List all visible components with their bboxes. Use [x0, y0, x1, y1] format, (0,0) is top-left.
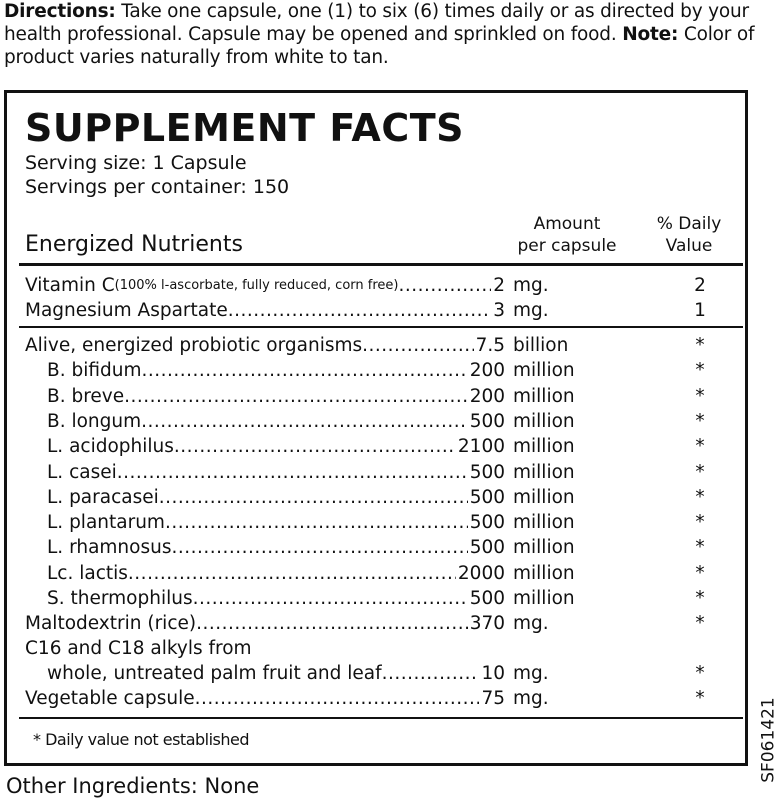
- ingredient-row: [25, 510, 737, 535]
- ingredient-unit: mg.: [513, 663, 549, 684]
- ingredient-dv: *: [695, 360, 705, 381]
- ingredient-unit: billion: [513, 335, 569, 356]
- ingredient-unit: million: [513, 436, 575, 457]
- leader-dots: [124, 384, 468, 409]
- leader-dots: [159, 485, 468, 510]
- ingredient-name: Maltodextrin (rice): [25, 613, 197, 634]
- ingredient-name: L. casei: [47, 462, 117, 483]
- ingredient-row: [25, 611, 737, 636]
- ingredient-unit: million: [513, 386, 575, 407]
- leader-dots: [171, 535, 467, 560]
- leader-dots: [174, 434, 456, 459]
- ingredient-amount: 2000: [457, 563, 505, 584]
- header-dv-line2: Value: [665, 236, 713, 256]
- ingredient-unit: mg.: [513, 613, 549, 634]
- leader-dots: [362, 333, 473, 358]
- footnote: * Daily value not established: [33, 730, 250, 749]
- note-body: Color of product varies naturally from white to tan.: [4, 24, 755, 68]
- ingredient-row: [25, 535, 737, 560]
- ingredient-amount: 200: [469, 386, 505, 407]
- header-amount-line2: per capsule: [517, 236, 617, 256]
- ingredient-row: [25, 460, 737, 485]
- ingredient-dv: *: [695, 512, 705, 533]
- ingredient-dv: *: [695, 688, 705, 709]
- directions-label: Directions:: [4, 1, 116, 22]
- ingredient-row: [25, 434, 737, 459]
- ingredient-unit: million: [513, 537, 575, 558]
- ingredient-amount: 500: [469, 411, 505, 432]
- ingredient-name: Vegetable capsule: [25, 688, 195, 709]
- ingredient-dv: *: [695, 537, 705, 558]
- nutrient-unit: mg.: [513, 300, 549, 321]
- ingredient-name: B. bifidum: [47, 360, 142, 381]
- product-code: SF061421: [759, 697, 779, 783]
- ingredient-row-capsule: [25, 686, 737, 711]
- panel-title: SUPPLEMENT FACTS: [25, 106, 465, 150]
- divider-rule: [19, 717, 743, 719]
- ingredient-amount: 200: [469, 360, 505, 381]
- directions-body: Take one capsule, one (1) to six (6) times daily or as directed by your health professional. Capsule may be opened and sprinkled on food.: [4, 1, 749, 45]
- ingredient-name: S. thermophilus: [47, 588, 193, 609]
- leader-dots: [195, 686, 480, 711]
- ingredient-amount: 7.5: [475, 335, 505, 356]
- product-code-wrap: [757, 680, 781, 800]
- leader-dots: [117, 460, 468, 485]
- ingredient-amount: 75: [481, 688, 505, 709]
- leader-dots: [141, 409, 468, 434]
- ingredient-row: [25, 384, 737, 409]
- note-label: Note:: [622, 24, 679, 45]
- ingredient-name: B. longum: [47, 411, 142, 432]
- divider-rule: [19, 326, 743, 328]
- nutrient-dv: 2: [694, 275, 706, 296]
- ingredient-dv: *: [695, 462, 705, 483]
- column-header-daily-value: [637, 213, 741, 257]
- nutrient-name: Magnesium Aspartate: [25, 300, 228, 321]
- nutrient-dv: 1: [694, 300, 706, 321]
- ingredient-amount: 2100: [457, 436, 505, 457]
- ingredient-dv: *: [695, 436, 705, 457]
- ingredient-unit: million: [513, 487, 575, 508]
- ingredient-amount: 10: [481, 663, 505, 684]
- ingredient-unit: mg.: [513, 688, 549, 709]
- leader-dots: [228, 298, 491, 323]
- nutrient-amount: 3: [493, 300, 505, 321]
- ingredient-amount: 500: [469, 512, 505, 533]
- ingredient-dv: *: [695, 335, 705, 356]
- ingredient-dv: *: [695, 487, 705, 508]
- ingredient-name: L. rhamnosus: [47, 537, 172, 558]
- ingredient-name: Lc. lactis: [47, 563, 128, 584]
- servings-per-container: Servings per container: 150: [25, 176, 290, 198]
- header-dv-line1: % Daily: [656, 214, 722, 234]
- ingredient-row: [25, 561, 737, 586]
- leader-dots: [382, 661, 480, 686]
- ingredient-name: Alive, energized probiotic organisms: [25, 335, 363, 356]
- ingredient-amount: 370: [469, 613, 505, 634]
- ingredient-name: L. plantarum: [47, 512, 165, 533]
- directions-text: [4, 0, 780, 69]
- ingredient-row: [25, 586, 737, 611]
- nutrient-row-magnesium: [25, 298, 737, 323]
- ingredient-row: [25, 333, 737, 358]
- ingredient-amount: 500: [469, 537, 505, 558]
- nutrient-name: Vitamin C: [25, 275, 115, 296]
- ingredient-amount: 500: [469, 462, 505, 483]
- ingredient-name: L. paracasei: [47, 487, 159, 508]
- ingredient-dv: *: [695, 386, 705, 407]
- ingredient-unit: million: [513, 462, 575, 483]
- leader-dots: [193, 586, 468, 611]
- column-header-amount: [487, 213, 647, 257]
- ingredient-row: [25, 358, 737, 383]
- header-amount-line1: Amount: [533, 214, 601, 234]
- supplement-facts-panel: [4, 90, 748, 766]
- ingredient-dv: *: [695, 588, 705, 609]
- leader-dots: [128, 561, 456, 586]
- leader-dots: [141, 358, 467, 383]
- ingredient-name: C16 and C18 alkyls from: [25, 638, 252, 659]
- ingredient-dv: *: [695, 663, 705, 684]
- serving-size: Serving size: 1 Capsule: [25, 152, 247, 174]
- ingredient-name: B. breve: [47, 386, 125, 407]
- ingredient-unit: million: [513, 588, 575, 609]
- ingredient-amount: 500: [469, 588, 505, 609]
- ingredient-unit: million: [513, 360, 575, 381]
- ingredient-dv: *: [695, 563, 705, 584]
- ingredient-unit: million: [513, 563, 575, 584]
- divider-rule: [19, 263, 743, 266]
- ingredient-row-c16-line1: [25, 636, 737, 661]
- ingredient-unit: million: [513, 411, 575, 432]
- leader-dots: [398, 273, 491, 298]
- ingredient-row: [25, 409, 737, 434]
- nutrient-note: (100% l-ascorbate, fully reduced, corn free): [114, 278, 399, 293]
- ingredient-row: [25, 485, 737, 510]
- column-header-nutrients: Energized Nutrients: [25, 232, 243, 257]
- ingredient-dv: *: [695, 411, 705, 432]
- leader-dots: [165, 510, 468, 535]
- ingredient-dv: *: [695, 613, 705, 634]
- leader-dots: [196, 611, 468, 636]
- ingredient-amount: 500: [469, 487, 505, 508]
- ingredient-name: L. acidophilus: [47, 436, 174, 457]
- ingredient-row-c16: [25, 661, 737, 686]
- ingredient-unit: million: [513, 512, 575, 533]
- nutrient-row-vitamin-c: [25, 273, 737, 298]
- nutrient-unit: mg.: [513, 275, 549, 296]
- nutrient-amount: 2: [493, 275, 505, 296]
- other-ingredients: Other Ingredients: None: [6, 774, 260, 798]
- ingredient-name: whole, untreated palm fruit and leaf: [47, 663, 382, 684]
